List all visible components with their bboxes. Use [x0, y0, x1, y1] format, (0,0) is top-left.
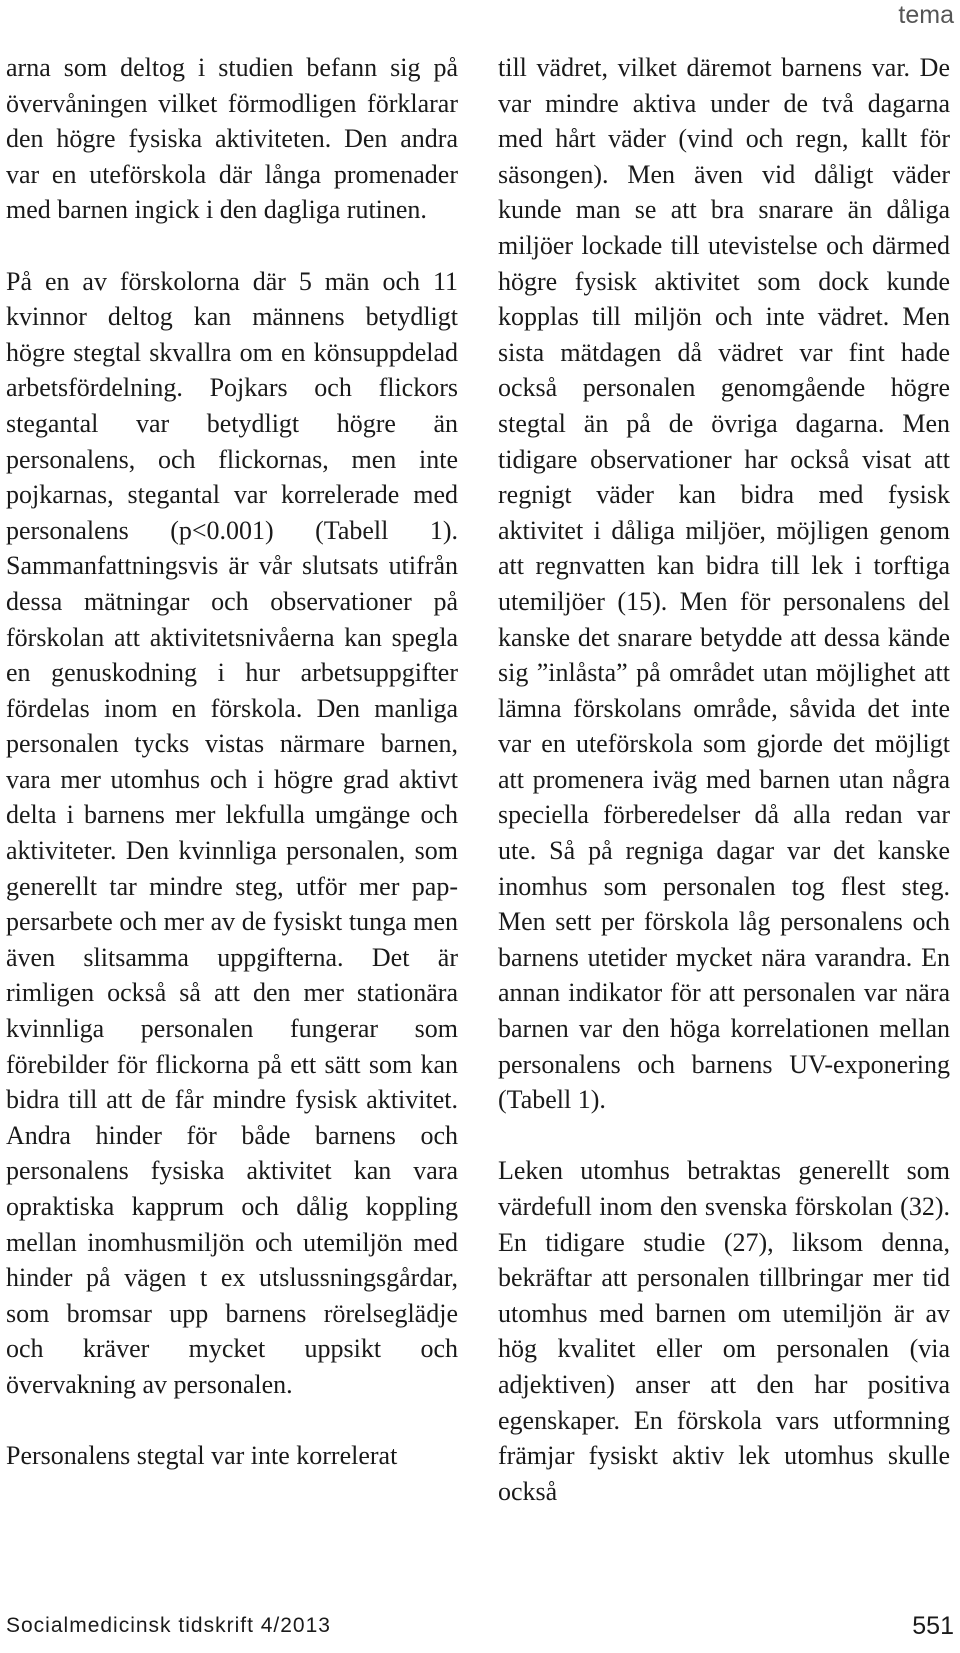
- page-number: 551: [912, 1612, 954, 1640]
- left-text-column: [6, 50, 458, 1474]
- paragraph: till vädret, vilket däremot barnens var. De var mindre aktiva under de två dagarna med hårt väder (vind och regn, kallt för säsongen). Men även vid dåligt väder kunde man se att bra snarare än dåliga miljöer lockade till utevistelse och därmed högre fysisk aktivitet som dock kunde kopplas till miljön och inte vädret. Men sista mätdagen då vädret var fint hade också personalen genomgående högre stegtal än på de övriga dagarna. Men tidigare observationer har också visat att regnigt väder kan bidra med fysisk aktivitet i dåliga miljöer, möjligen genom att regnvatten kan bidra till lek i torftiga utemiljöer (15). Men för personalens del kanske det snarare betydde att dessa kände sig ”inlåsta” på området utan möjlighet att lämna förskolans område, såvida det inte var en uteförskola som gjorde det möjligt att promenera iväg med barnen utan några speciella förberedelser då alla redan var ute. Så på regniga dagar var det kanske inomhus som personalen tog flest steg. Men sett per förskola låg personalens och barnens utetider mycket nära varandra. En annan indikator för att personalen var nära barnen var den höga korrelationen mellan personalens och barnens UV-exponering (Tabell 1).: [498, 53, 950, 1115]
- paragraph: Leken utomhus betraktas generellt som värdefull inom den svenska förskolan (32). En tidigare studie (27), liksom denna, bekräftar att personalen tillbringar mer tid utomhus med barnen om utemiljön är av hög kvalitet eller om personalen (via adjektiven) anser att den har positiva egenskaper. En förskola vars utformning främjar fysiskt aktiv lek utomhus skulle också: [498, 1156, 950, 1506]
- paragraph: Personalens stegtal var inte korrelerat: [6, 1441, 398, 1471]
- right-text-column: [498, 50, 950, 1509]
- section-tag: tema: [898, 1, 954, 29]
- page-footer: [6, 1612, 954, 1642]
- paragraph: På en av förskolorna där 5 män och 11 kvinnor deltog kan männens betydligt högre stegtal skvallra om en könsuppdelad arbetsfördelning. Pojkars och flickors stegantal var betydligt högre än personalens, och flickornas, men inte pojkarnas, stegantal var korrelerade med personalens (p<0.001) (Tabell 1). Sammanfattningsvis är vår slutsats utifrån dessa mätningar och observationer på förskolan att aktivitetsnivåerna kan spegla en genuskodning i hur arbetsuppgifter fördelas inom en förskola. Den manliga personalen tycks vistas närmare barnen, vara mer utomhus och i högre grad aktivt delta i barnens mer lekfulla umgänge och aktiviteter. Den kvinnliga personalen, som generellt tar mindre steg, utför mer pappersarbete och mer av de fysiskt tunga men även slitsamma uppgifterna. Det är rimligen också så att den mer stationära kvinnliga personalen fungerar som förebilder för flickorna på ett sätt som kan bidra till att de får mindre fysisk aktivitet. Andra hinder för både barnens och personalens fysiska aktivitet kan vara opraktiska kapprum och dålig koppling mellan inomhusmiljön och utemiljön med hinder på vägen t ex utslussningsgårdar, som bromsar upp barnens rörelseglädje och kräver mycket uppsikt och övervakning av personalen.: [6, 266, 458, 1399]
- paragraph: arna som deltog i studien befann sig på övervåningen vilket förmodligen förklarar den högre fysiska aktiviteten. Den andra var en uteförskola där långa promenader med barnen ingick i den dagliga rutinen.: [6, 53, 458, 225]
- journal-name: Socialmedicinsk tidskrift 4/2013: [6, 1614, 331, 1637]
